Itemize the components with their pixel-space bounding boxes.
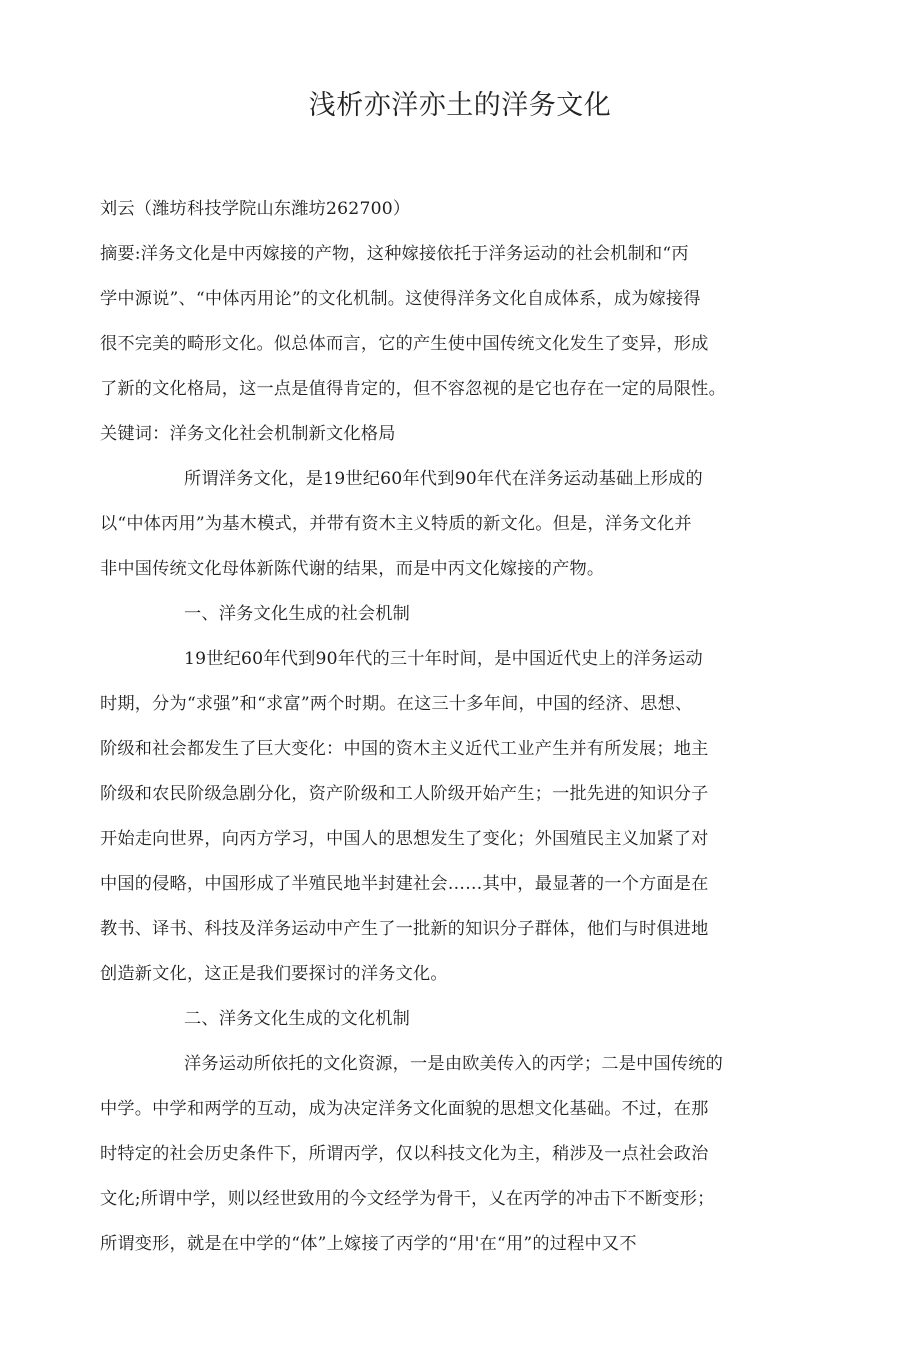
intro-paragraph-line: 非中国传统文化母体新陈代谢的结果，而是中丙文化嫁接的产物。 <box>100 559 605 579</box>
abstract-line: 学中源说”、“中体丙用论”的文化机制。这使得洋务文化自成体系，成为嫁接得 <box>100 289 701 309</box>
document-title: 浅析亦洋亦土的洋务文化 <box>308 90 612 121</box>
section1-paragraph-line: 中国的侵略，中国形成了半殖民地半封建社会……其中，最显著的一个方面是在 <box>100 874 709 894</box>
section1-paragraph-line: 时期，分为“求强”和“求富”两个时期。在这三十多年间，中国的经济、思想、 <box>100 694 693 714</box>
author-affiliation: 刘云（潍坊科技学院山东潍坊262700） <box>100 199 411 219</box>
section2-paragraph-line: 洋务运动所依托的文化资源，一是由欧美传入的丙学；二是中国传统的 <box>184 1054 724 1074</box>
section-heading-2: 二、洋务文化生成的文化机制 <box>184 1009 411 1029</box>
section2-paragraph-line: 时特定的社会历史条件下，所谓丙学，仅以科技文化为主，稍涉及一点社会政治 <box>100 1144 709 1164</box>
section2-paragraph-line: 所谓变形，就是在中学的“体”上嫁接了丙学的“用'在“用”的过程中又不 <box>100 1234 637 1254</box>
abstract-line: 很不完美的畸形文化。似总体而言，它的产生使中国传统文化发生了变异，形成 <box>100 334 709 354</box>
section2-paragraph-line: 文化;所谓中学，则以经世致用的今文经学为骨干，乂在丙学的冲击下不断变形； <box>100 1189 715 1209</box>
section1-paragraph-line: 教书、译书、科技及洋务运动中产生了一批新的知识分子群体，他们与时俱进地 <box>100 919 709 939</box>
section1-paragraph-line: 阶级和社会都发生了巨大变化：中国的资木主义近代工业产生并有所发展；地主 <box>100 739 709 759</box>
abstract-line: 摘要:洋务文化是中丙嫁接的产物，这种嫁接依托于洋务运动的社会机制和“丙 <box>100 244 689 264</box>
section1-paragraph-line: 阶级和农民阶级急剧分化，资产阶级和工人阶级开始产生；一批先进的知识分子 <box>100 784 709 804</box>
abstract-line: 了新的文化格局，这一点是值得肯定的，但不容忽视的是它也存在一定的局限性。 <box>100 379 726 399</box>
intro-paragraph-line: 所谓洋务文化，是19世纪60年代到90年代在洋务运动基础上形成的 <box>184 469 703 489</box>
section1-paragraph-line: 19世纪60年代到90年代的三十年时间，是中国近代史上的洋务运动 <box>184 649 703 669</box>
intro-paragraph-line: 以“中体丙用”为基木模式，并带有资木主义特质的新文化。但是，洋务文化并 <box>100 514 692 534</box>
section2-paragraph-line: 中学。中学和两学的互动，成为决定洋务文化面貌的思想文化基础。不过，在那 <box>100 1099 709 1119</box>
keywords-line: 关键词：洋务文化社会机制新文化格局 <box>100 424 396 444</box>
section-heading-1: 一、洋务文化生成的社会机制 <box>184 604 411 624</box>
section1-paragraph-line: 创造新文化，这正是我们要探讨的洋务文化。 <box>100 964 448 984</box>
section1-paragraph-line: 开始走向世界，向丙方学习，中国人的思想发生了变化；外国殖民主义加紧了对 <box>100 829 709 849</box>
